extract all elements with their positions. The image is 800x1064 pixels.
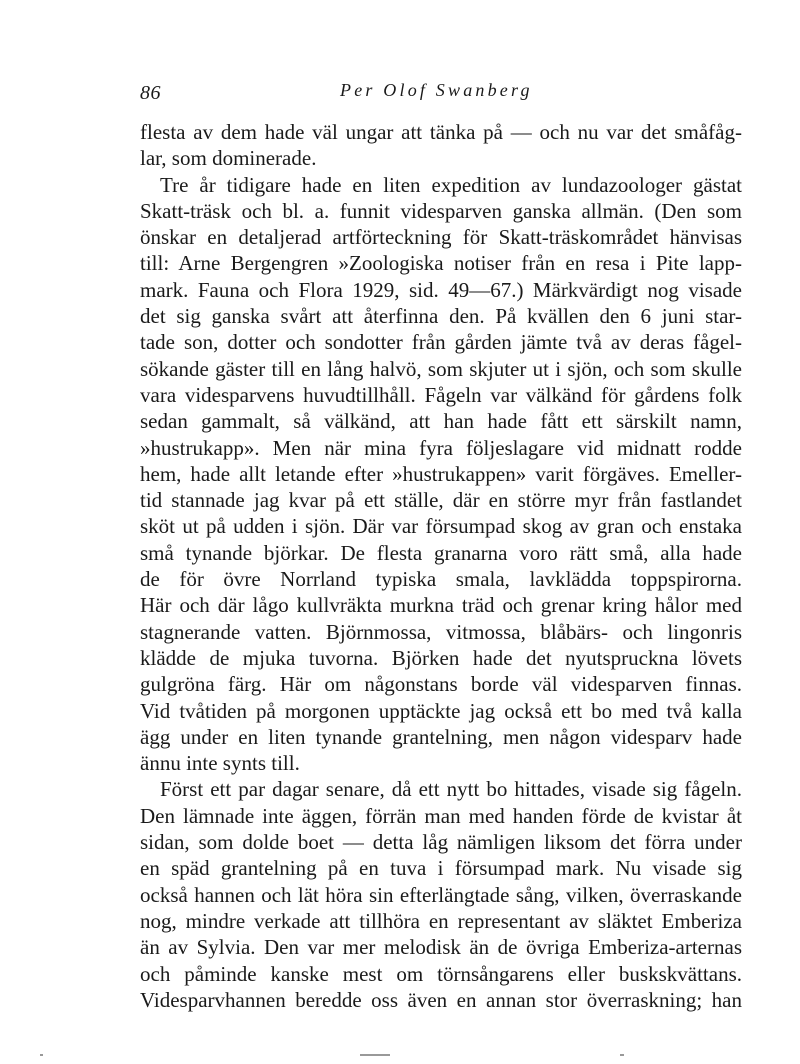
text-line: Vid tvåtiden på morgonen upptäckte jag också ett bo med två kalla xyxy=(140,698,742,723)
text-line: sökande gäster till en lång halvö, som skjuter ut i sjön, och som skulle xyxy=(140,356,742,381)
scan-artifact xyxy=(40,1054,43,1056)
text-line: sköt ut på udden i sjön. Där var försumpad skog av gran och enstaka xyxy=(140,514,742,539)
text-line: lar, som dominerade. xyxy=(140,146,317,171)
text-line: tade son, dotter och sondotter från gården jämte två av deras fågel- xyxy=(140,330,742,355)
text-line: klädde de mjuka tuvorna. Björken hade det nyutspruckna lövets xyxy=(140,645,742,670)
text-line: än av Sylvia. Den var mer melodisk än de övriga Emberiza-arternas xyxy=(140,935,742,960)
text-line: flesta av dem hade väl ungar att tänka på — och nu var det småfåg- xyxy=(140,120,742,144)
text-line: mark. Fauna och Flora 1929, sid. 49—67.) Märkvärdigt nog visade xyxy=(140,277,742,302)
text-line: Här och där lågo kullvräkta murkna träd och grenar kring hålor med xyxy=(140,593,742,618)
text-line: stagnerande vatten. Björnmossa, vitmossa, blåbärs- och lingonris xyxy=(140,619,742,644)
text-line: ägg under en liten tynande grantelning, men någon videsparv hade xyxy=(140,724,742,749)
text-line: Tre år tidigare hade en liten expedition av lundazoologer gästat xyxy=(160,172,742,197)
running-head: Per Olof Swanberg xyxy=(340,80,533,100)
text-line: det sig ganska svårt att återfinna den. På kvällen den 6 juni star- xyxy=(140,304,742,329)
text-line: Den lämnade inte äggen, förrän man med handen förde de kvistar åt xyxy=(140,803,742,828)
scan-artifact xyxy=(360,1054,390,1056)
page-header xyxy=(140,80,742,110)
text-line: sidan, som dolde boet — detta låg nämligen liksom det förra under xyxy=(140,830,742,855)
text-line: till: Arne Bergengren »Zoologiska notiser från en resa i Pite lapp- xyxy=(140,251,742,276)
text-line: vara videsparvens huvudtillhåll. Fågeln var välkänd för gårdens folk xyxy=(140,382,742,407)
text-line: Först ett par dagar senare, då ett nytt bo hittades, visade sig fågeln. xyxy=(160,777,742,802)
scan-artifact xyxy=(620,1054,624,1056)
text-line: de för övre Norrland typiska smala, lavklädda toppspirorna. xyxy=(140,567,742,592)
text-line: hem, hade allt letande efter »hustrukappen» varit förgäves. Emeller- xyxy=(140,461,742,486)
text-line: och påminde kanske mest om törnsångarens eller buskskvättans. xyxy=(140,961,742,986)
text-line: tid stannade jag kvar på ett ställe, där en större myr från fastlandet xyxy=(140,488,742,513)
text-line: ännu inte synts till. xyxy=(140,751,300,776)
text-line: önskar en detaljerad artförteckning för Skatt-träskområdet hänvisas xyxy=(140,225,742,250)
text-line: också hannen och lät höra sin efterlängtade sång, vilken, överraskande xyxy=(140,882,742,907)
page-number: 86 xyxy=(140,82,161,104)
text-line: Videsparvhannen beredde oss även en annan stor överraskning; han xyxy=(140,987,742,1012)
text-line: »hustrukapp». Men när mina fyra följeslagare vid midnatt rodde xyxy=(140,435,742,460)
text-line: en späd grantelning på en tuva i försumpad mark. Nu visade sig xyxy=(140,856,742,881)
text-line: sedan gammalt, så välkänd, att han hade fått ett särskilt namn, xyxy=(140,409,742,434)
body-text xyxy=(140,119,742,1013)
text-line: gulgröna färg. Här om någonstans borde väl videsparven finnas. xyxy=(140,672,742,697)
text-line: Skatt-träsk och bl. a. funnit videsparven ganska allmän. (Den som xyxy=(140,198,742,223)
text-line: små tynande björkar. De flesta granarna voro rätt små, alla hade xyxy=(140,540,742,565)
text-line: nog, mindre verkade att tillhöra en representant av släktet Emberiza xyxy=(140,908,742,933)
